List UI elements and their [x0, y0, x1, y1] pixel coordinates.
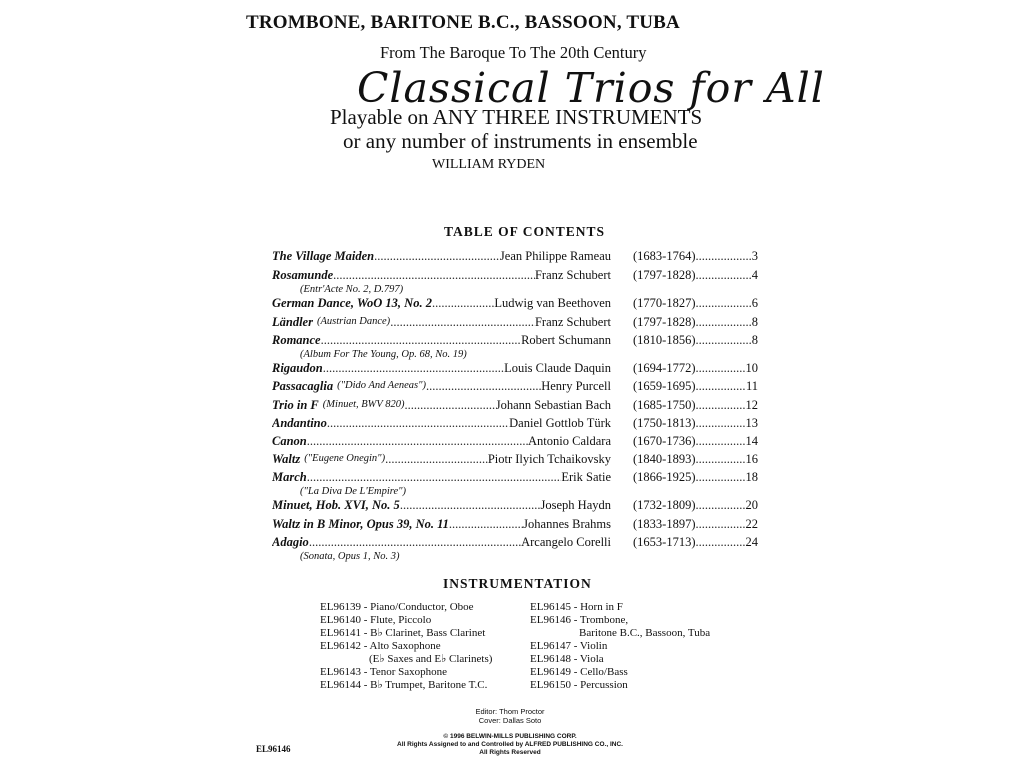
instrumentation-list-right	[530, 601, 710, 692]
toc-composer-dates: (1866-1925)	[633, 470, 696, 484]
toc-piece-title: German Dance, WoO 13, No. 2	[272, 296, 432, 310]
instrumentation-item: EL96139 - Piano/Conductor, Oboe	[320, 601, 474, 613]
cover-credit: Cover: Dallas Soto	[478, 716, 542, 725]
toc-leader-dots	[696, 496, 746, 514]
toc-composer-dates: (1797-1828)	[633, 268, 696, 282]
toc-composer: Robert Schumann	[521, 333, 611, 347]
copyright-line: All Rights Reserved	[479, 749, 541, 756]
toc-leader-dots	[449, 515, 523, 533]
main-title: Classical Trios for All	[357, 64, 825, 112]
toc-leader-dots	[696, 313, 752, 331]
toc-leader-dots	[426, 377, 541, 395]
toc-entry-left	[272, 294, 611, 312]
toc-composer-dates: (1810-1856)	[633, 333, 696, 347]
toc-entry-right	[633, 313, 758, 331]
toc-leader-dots	[390, 313, 535, 331]
toc-composer-dates: (1833-1897)	[633, 517, 696, 531]
toc-composer: Johannes Brahms	[523, 517, 611, 531]
toc-leader-dots	[405, 396, 496, 414]
toc-entry-left	[272, 313, 611, 331]
toc-piece-note: ("Eugene Onegin")	[304, 453, 386, 464]
toc-entry	[272, 359, 758, 377]
toc-composer-dates: (1732-1809)	[633, 498, 696, 512]
toc-entry-left	[272, 414, 611, 432]
toc-entry	[272, 377, 758, 395]
toc-composer: Franz Schubert	[534, 315, 611, 329]
playable-line: Playable on ANY THREE INSTRUMENTS	[330, 105, 703, 129]
toc-piece-title: Ländler	[272, 315, 313, 329]
toc-entry-right	[633, 533, 758, 551]
instrumentation-item: EL96141 - B♭ Clarinet, Bass Clarinet	[320, 627, 486, 639]
toc-entry	[272, 432, 758, 450]
toc-composer-dates: (1694-1772)	[633, 361, 696, 375]
toc-entry	[272, 247, 758, 265]
toc-entry-left	[272, 515, 611, 533]
toc-piece-note: (Austrian Dance)	[316, 316, 391, 327]
toc-composer-dates: (1797-1828)	[633, 315, 696, 329]
toc-piece-note: (Minuet, BWV 820)	[322, 399, 405, 410]
instrumentation-item: EL96143 - Tenor Saxophone	[320, 666, 448, 678]
toc-leader-dots	[696, 266, 752, 284]
subtitle: From The Baroque To The 20th Century	[380, 43, 647, 62]
instruments-title: TROMBONE, BARITONE B.C., BASSOON, TUBA	[246, 12, 680, 33]
instrumentation-heading: INSTRUMENTATION	[443, 576, 592, 591]
toc-entry-left	[272, 247, 611, 265]
toc-entry-right	[633, 377, 758, 395]
editor-credit: Editor: Thom Proctor	[475, 707, 545, 716]
toc-composer-dates: (1659-1695)	[633, 379, 696, 393]
toc-entry-left	[272, 396, 611, 414]
toc-entry	[272, 294, 758, 312]
toc-composer: Arcangelo Corelli	[521, 535, 611, 549]
toc-leader-dots	[696, 515, 746, 533]
toc-leader-dots	[432, 294, 494, 312]
toc-entry	[272, 414, 758, 432]
toc-leader-dots	[400, 496, 541, 514]
toc-leader-dots	[696, 247, 752, 265]
toc-leader-dots	[696, 432, 746, 450]
toc-piece-title: Minuet, Hob. XVI, No. 5	[272, 498, 400, 512]
toc-entry-left	[272, 359, 611, 377]
copyright	[360, 733, 660, 757]
toc-composer: Joseph Haydn	[540, 498, 611, 512]
instrumentation-item: EL96142 - Alto Saxophone	[320, 640, 441, 652]
toc-composer: Jean Philippe Rameau	[499, 249, 611, 263]
toc-leader-dots	[696, 359, 746, 377]
toc-entry-right	[633, 468, 758, 486]
toc-entry-right	[633, 266, 758, 284]
toc-page-number: 11	[745, 379, 758, 393]
toc-composer: Louis Claude Daquin	[504, 361, 611, 375]
toc-entry	[272, 396, 758, 414]
toc-page-number: 24	[745, 535, 758, 549]
toc-piece-title: March	[272, 470, 307, 484]
toc-composer: Daniel Gottlob Türk	[509, 416, 611, 430]
toc-composer-dates: (1770-1827)	[633, 296, 696, 310]
toc-composer: Franz Schubert	[534, 268, 611, 282]
toc-composer-dates: (1750-1813)	[633, 416, 696, 430]
toc-piece-title: Trio in F	[272, 398, 319, 412]
toc-leader-dots	[696, 414, 746, 432]
toc-entry	[272, 496, 758, 514]
toc-entry	[272, 331, 758, 360]
ensemble-line: or any number of instruments in ensemble	[343, 129, 698, 153]
toc-page-number: 22	[745, 517, 758, 531]
author: WILLIAM RYDEN	[432, 157, 546, 172]
instrumentation-item: EL96146 - Trombone,	[530, 614, 629, 626]
toc-piece-subtitle: (Entr'Acte No. 2, D.797)	[300, 284, 404, 295]
instrumentation-item: EL96148 - Viola	[530, 653, 604, 665]
toc-entry-right	[633, 496, 758, 514]
instrumentation-item: EL96149 - Cello/Bass	[530, 666, 628, 678]
instrumentation-item: EL96145 - Horn in F	[530, 601, 623, 613]
toc-entry-right	[633, 294, 758, 312]
toc-leader-dots	[327, 414, 509, 432]
toc-composer-dates: (1840-1893)	[633, 452, 696, 466]
toc-leader-dots	[385, 450, 488, 468]
toc-composer: Erik Satie	[561, 470, 611, 484]
toc-entry	[272, 515, 758, 533]
toc-heading: TABLE OF CONTENTS	[444, 224, 606, 239]
toc-composer: Piotr Ilyich Tchaikovsky	[487, 452, 611, 466]
toc-leader-dots	[307, 432, 528, 450]
toc-entry	[272, 533, 758, 562]
toc-piece-subtitle: ("La Diva De L'Empire")	[300, 486, 407, 497]
toc-piece-title: Rosamunde	[272, 268, 334, 282]
toc-entry-right	[633, 247, 758, 265]
toc-piece-title: Romance	[272, 333, 321, 347]
toc-entry-left	[272, 450, 611, 468]
toc-composer-dates: (1653-1713)	[633, 535, 696, 549]
instrumentation-item: EL96147 - Violin	[530, 640, 608, 652]
toc-page-number: 6	[751, 296, 758, 310]
toc-piece-note: ("Dido And Aeneas")	[337, 380, 427, 391]
toc-page-number: 18	[745, 470, 758, 484]
toc-composer-dates: (1670-1736)	[633, 434, 696, 448]
toc-piece-subtitle: (Sonata, Opus 1, No. 3)	[300, 551, 400, 562]
copyright-line: All Rights Assigned to and Controlled by ALFRED PUBLISHING CO., INC.	[397, 741, 623, 748]
toc-piece-subtitle: (Album For The Young, Op. 68, No. 19)	[300, 349, 467, 360]
toc-page-number: 16	[745, 452, 758, 466]
toc-leader-dots	[696, 377, 746, 395]
toc-leader-dots	[696, 450, 746, 468]
toc-composer: Henry Purcell	[541, 379, 611, 393]
toc-entry-right	[633, 515, 758, 533]
instrumentation-item: EL96140 - Flute, Piccolo	[320, 614, 432, 626]
toc-leader-dots	[696, 331, 752, 349]
toc-leader-dots	[696, 396, 746, 414]
toc-piece-title: Andantino	[272, 416, 327, 430]
toc-composer: Johann Sebastian Bach	[495, 398, 611, 412]
toc-piece-title: Rigaudon	[272, 361, 323, 375]
toc-composer: Antonio Caldara	[528, 434, 611, 448]
toc-page-number: 12	[745, 398, 758, 412]
toc-leader-dots	[323, 359, 504, 377]
toc-page-number: 3	[751, 249, 758, 263]
instrumentation-item: (E♭ Saxes and E♭ Clarinets)	[369, 653, 493, 665]
toc-piece-title: The Village Maiden	[272, 249, 375, 263]
toc-entry-right	[633, 396, 758, 414]
toc-entry-left	[272, 496, 611, 514]
copyright-line: © 1996 BELWIN-MILLS PUBLISHING CORP.	[443, 733, 577, 740]
toc-piece-title: Adagio	[272, 535, 309, 549]
toc-leader-dots	[696, 294, 752, 312]
toc-leader-dots	[374, 247, 500, 265]
toc-composer-dates: (1683-1764)	[633, 249, 696, 263]
toc-piece-title: Waltz in B Minor, Opus 39, No. 11	[272, 517, 449, 531]
toc-entry-left	[272, 377, 611, 395]
toc-entry-right	[633, 359, 758, 377]
toc-composer-dates: (1685-1750)	[633, 398, 696, 412]
instrumentation-item: EL96144 - B♭ Trumpet, Baritone T.C.	[320, 679, 488, 691]
toc-page-number: 4	[751, 268, 758, 282]
toc-page-number: 13	[745, 416, 758, 430]
toc-page-number: 10	[745, 361, 758, 375]
toc-entry	[272, 266, 758, 295]
toc-leader-dots	[696, 533, 746, 551]
instrumentation-item: EL96150 - Percussion	[530, 679, 628, 691]
instrumentation-item: Baritone B.C., Bassoon, Tuba	[579, 627, 711, 639]
toc-page-number: 20	[745, 498, 758, 512]
credits	[440, 707, 580, 725]
toc-piece-title: Canon	[272, 434, 307, 448]
toc-entry	[272, 468, 758, 497]
toc-entry-left	[272, 432, 611, 450]
toc-page-number: 14	[745, 434, 758, 448]
toc-entry-right	[633, 414, 758, 432]
toc-entry-right	[633, 450, 758, 468]
toc-composer: Ludwig van Beethoven	[494, 296, 611, 310]
toc-page-number: 8	[751, 333, 758, 347]
instrumentation-list-left	[320, 601, 492, 692]
toc-entry	[272, 450, 758, 468]
toc-page-number: 8	[751, 315, 758, 329]
toc-piece-title: Passacaglia	[272, 379, 334, 393]
toc-entry	[272, 313, 758, 331]
toc-piece-title: Waltz	[272, 452, 301, 466]
toc-leader-dots	[696, 468, 746, 486]
toc-entry-right	[633, 432, 758, 450]
toc-entry-right	[633, 331, 758, 349]
catalog-number: EL96146	[256, 744, 291, 754]
